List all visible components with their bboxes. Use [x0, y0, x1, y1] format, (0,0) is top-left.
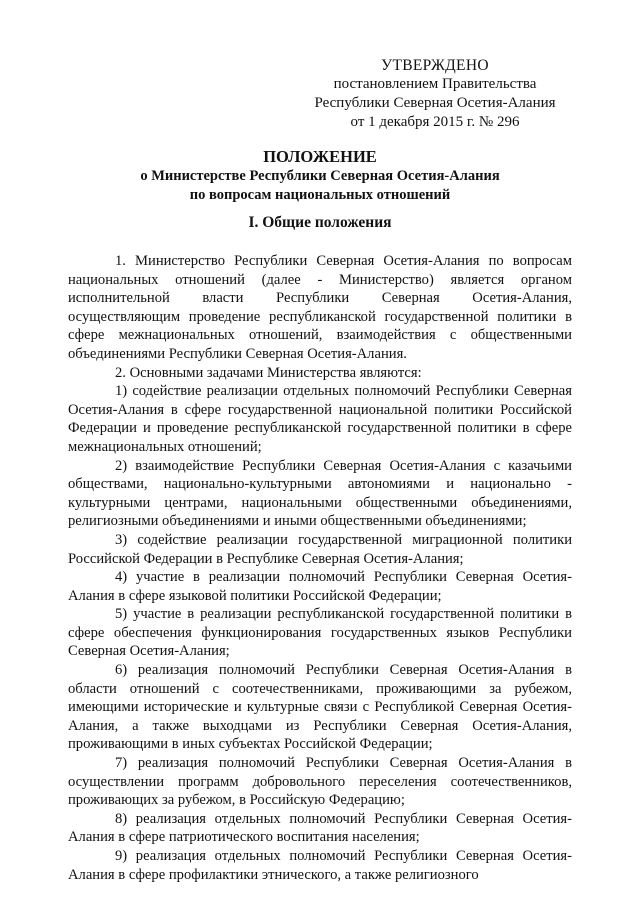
paragraph-1: 1. Министерство Республики Северная Осетия-Алания по вопросам национальных отношений (далее - Министерство) является органом исполнительной власти Республики Северная Осетия-Алания, осуществляющим проведение республиканской государственной политики в сфере межнациональных отношений, взаимодействия с общественными объединениями Республики Северная Осетия-Алания. [68, 253, 572, 362]
title-subtitle-2: по вопросам национальных отношений [189, 187, 451, 203]
approval-label: УТВЕРЖДЕНО [381, 57, 489, 74]
list-item-6: 6) реализация полномочий Республики Северная Осетия-Алания в области отношений с соотечественниками, проживающими за рубежом, имеющими исторические и культурные связи с Республикой Северная Осетия-Алания, а также выходцами из Республики Северная Осетия-Алания, проживающими в иных субъектах Российской Федерации; [68, 662, 572, 753]
title-main: ПОЛОЖЕНИЕ [263, 147, 377, 166]
approval-date-line: от 1 декабря 2015 г. № 296 [350, 114, 520, 130]
list-item-9: 9) реализация отдельных полномочий Республики Северная Осетия-Алания в сфере профилактики этнического, а также религиозного [68, 848, 572, 883]
list-item-3: 3) содействие реализации государственной миграционной политики Российской Федерации в Республике Северная Осетия-Алания; [68, 531, 572, 567]
approval-line-1: постановлением Правительства [333, 76, 537, 92]
section-heading: I. Общие положения [248, 214, 392, 231]
paragraph-2: 2. Основными задачами Министерства являются: [115, 364, 422, 381]
list-item-4: 4) участие в реализации полномочий Республики Северная Осетия-Алания в сфере языковой политики Российской Федерации; [68, 569, 572, 604]
list-item-5: 5) участие в реализации республиканской государственной политики в сфере обеспечения функционирования государственных языков Республики Северная Осетия-Алания; [68, 606, 572, 660]
list-item-8: 8) реализация отдельных полномочий Республики Северная Осетия-Алания в сфере патриотического воспитания населения; [68, 810, 572, 846]
approval-stamp [310, 56, 560, 132]
title-subtitle-1: о Министерстве Республики Северная Осетия-Алания [140, 168, 500, 184]
list-item-1: 1) содействие реализации отдельных полномочий Республики Северная Осетия-Алания в сфере государственной национальной политики Российской Федерации и проведение республиканской государственной политики в сфере межнациональных отношений; [68, 383, 572, 455]
document-body [68, 252, 572, 884]
list-item-7: 7) реализация полномочий Республики Северная Осетия-Алания в осуществлении программ добровольного переселения соотечественников, проживающих за рубежом, в Российскую Федерацию; [68, 755, 572, 809]
approval-line-2: Республики Северная Осетия-Алания [314, 95, 556, 111]
document-title [60, 146, 580, 205]
list-item-2: 2) взаимодействие Республики Северная Осетия-Алания с казачьими обществами, национально-культурными автономиями и национально - культурными центрами, национальными общественными объединениями, религиозными объединениями и иными общественными объединениями; [68, 457, 572, 530]
